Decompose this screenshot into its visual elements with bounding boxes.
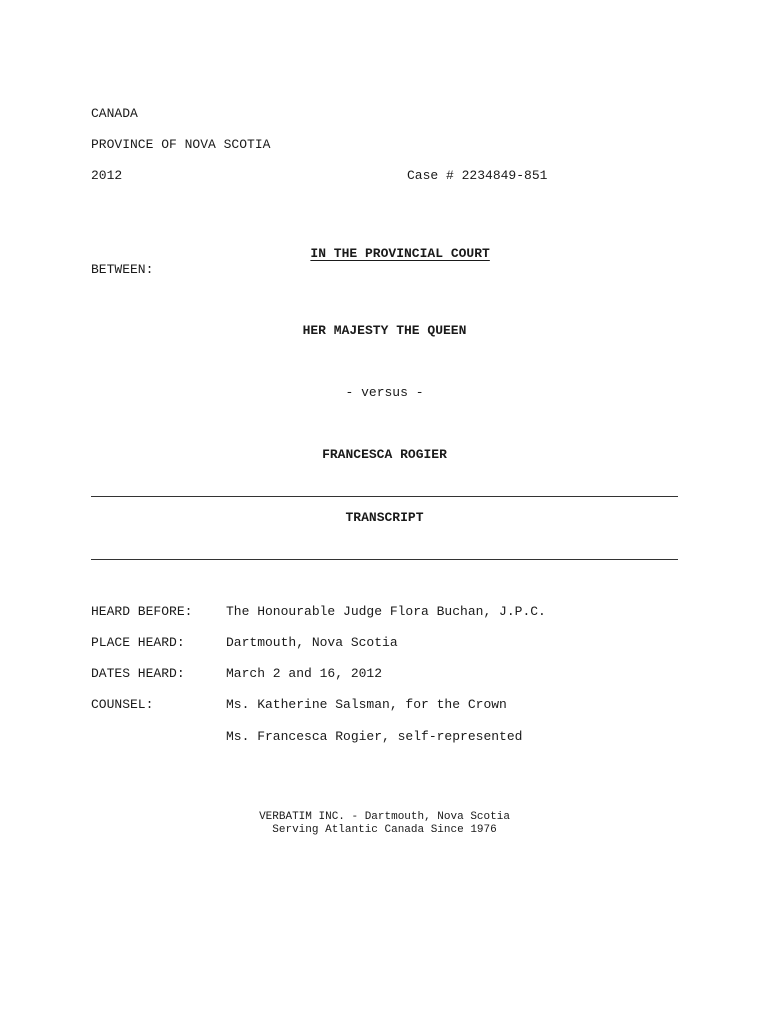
bottom-divider	[91, 559, 678, 560]
top-divider	[91, 496, 678, 497]
counsel-self-represented: Ms. Francesca Rogier, self-represented	[226, 729, 523, 744]
place-heard-label: PLACE HEARD:	[91, 635, 185, 650]
plaintiff-name: HER MAJESTY THE QUEEN	[302, 323, 467, 338]
year-line: 2012	[91, 168, 123, 183]
court-name-heading	[91, 230, 678, 278]
court-name-text: IN THE PROVINCIAL COURT	[310, 246, 490, 261]
versus-text: - versus -	[345, 385, 424, 400]
document-type-title: TRANSCRIPT	[345, 510, 424, 525]
counsel-crown: Ms. Katherine Salsman, for the Crown	[226, 697, 507, 712]
between-label: BETWEEN:	[91, 262, 154, 277]
counsel-label: COUNSEL:	[91, 697, 154, 712]
case-number: Case # 2234849-851	[407, 168, 548, 183]
defendant-name: FRANCESCA ROGIER	[322, 447, 447, 462]
dates-heard-value: March 2 and 16, 2012	[226, 666, 383, 681]
dates-heard-label: DATES HEARD:	[91, 666, 185, 681]
footer-company-line: VERBATIM INC. - Dartmouth, Nova Scotia	[259, 811, 510, 823]
heard-before-label: HEARD BEFORE:	[91, 604, 193, 619]
province-line: PROVINCE OF NOVA SCOTIA	[91, 137, 271, 152]
country-line: CANADA	[91, 106, 138, 121]
footer-tagline: Serving Atlantic Canada Since 1976	[272, 824, 497, 836]
heard-before-value: The Honourable Judge Flora Buchan, J.P.C.	[226, 604, 546, 619]
place-heard-value: Dartmouth, Nova Scotia	[226, 635, 398, 650]
